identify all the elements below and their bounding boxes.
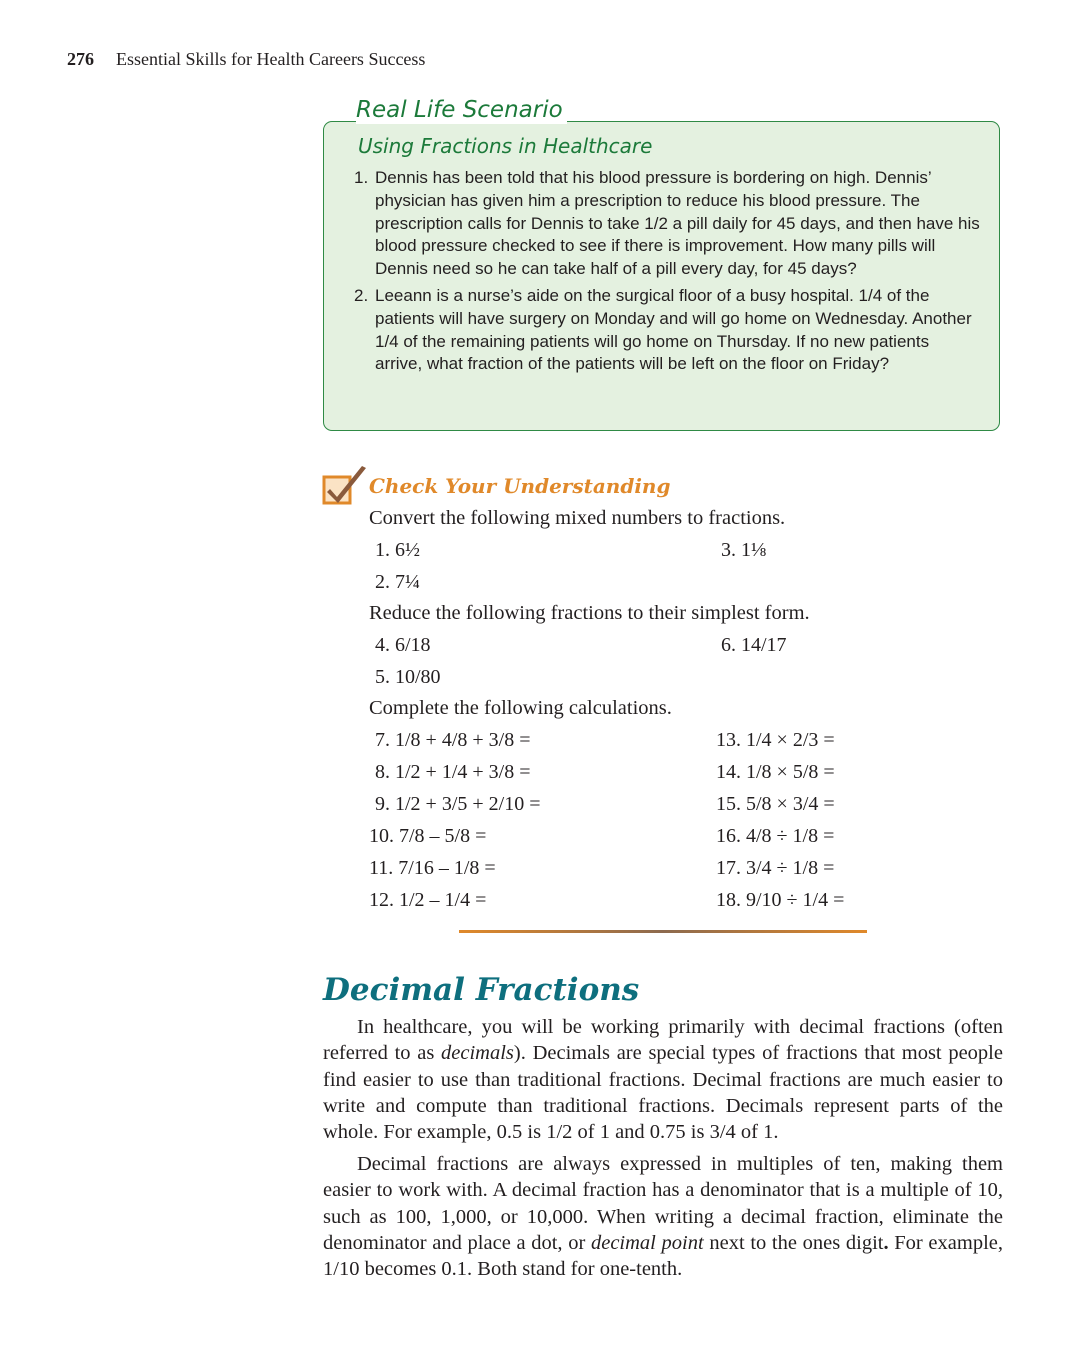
scenario-subheading: Using Fractions in Healthcare bbox=[358, 134, 653, 158]
question-18: 18. 9/10 ÷ 1/4 = bbox=[716, 889, 845, 911]
instruction-mixed-numbers: Convert the following mixed numbers to fractions. bbox=[369, 507, 786, 529]
paragraph-1-part-b: ). Decimals are special types of fractions that most people find easier to use than traditional fractions. Decimal fractions are much easier to write and compute than traditional fractions. Decimals represent parts of the whole. For example, 0.5 is 1/2 of 1 and 0.75 is 3/4 of 1. bbox=[323, 1042, 1003, 1144]
term-decimals: decimals bbox=[441, 1042, 514, 1065]
scenario-list bbox=[354, 167, 980, 380]
question-12: 12. 1/2 – 1/4 = bbox=[369, 889, 487, 911]
scenario-item bbox=[354, 167, 980, 281]
paragraph-2 bbox=[323, 1151, 1003, 1282]
question-7: 7. 1/8 + 4/8 + 3/8 = bbox=[375, 729, 531, 751]
running-head bbox=[67, 49, 425, 70]
instruction-reduce: Reduce the following fractions to their simplest form. bbox=[369, 602, 810, 624]
checkbox-checkmark-icon bbox=[322, 463, 370, 507]
question-13: 13. 1/4 × 2/3 = bbox=[716, 729, 835, 751]
question-14: 14. 1/8 × 5/8 = bbox=[716, 761, 835, 783]
question-2: 2. 7¼ bbox=[375, 571, 420, 593]
section-divider bbox=[459, 930, 867, 933]
paragraph-2-part-b: next to the ones digit bbox=[703, 1231, 884, 1254]
question-11: 11. 7/16 – 1/8 = bbox=[369, 857, 496, 879]
paragraph-2-part-c: For example, 1/10 becomes 0.1. Both stand for one-tenth. bbox=[323, 1231, 1003, 1281]
scenario-item-number: 1. bbox=[354, 168, 369, 187]
page-number: 276 bbox=[67, 49, 94, 69]
question-10: 10. 7/8 – 5/8 = bbox=[369, 825, 487, 847]
question-8: 8. 1/2 + 1/4 + 3/8 = bbox=[375, 761, 531, 783]
question-15: 15. 5/8 × 3/4 = bbox=[716, 793, 835, 815]
question-4: 4. 6/18 bbox=[375, 634, 431, 656]
scenario-heading: Real Life Scenario bbox=[356, 96, 567, 124]
paragraph-2-part-a: Decimal fractions are always expressed in multiples of ten, making them easier to work with. A decimal fraction has a denominator that is a multiple of 10, such as 100, 1,000, or 10,000. When writing a decimal fraction, eliminate the denominator and place a dot, or bbox=[323, 1153, 1003, 1254]
check-title: Check Your Understanding bbox=[369, 474, 671, 498]
term-decimal-point: decimal point bbox=[590, 1231, 704, 1254]
scenario-item bbox=[354, 285, 980, 376]
instruction-calculations: Complete the following calculations. bbox=[369, 697, 672, 719]
question-5: 5. 10/80 bbox=[375, 666, 441, 688]
question-3: 3. 1⅛ bbox=[721, 539, 766, 561]
paragraph-1 bbox=[323, 1014, 1003, 1145]
question-16: 16. 4/8 ÷ 1/8 = bbox=[716, 825, 835, 847]
question-9: 9. 1/2 + 3/5 + 2/10 = bbox=[375, 793, 541, 815]
scenario-item-text: Dennis has been told that his blood pressure is bordering on high. Dennis’ physician has given him a prescription to reduce his blood pressure. The prescription calls for Dennis to take 1/2 a pill daily for 45 days, and then have his blood pressure checked to see if there is improvement. How many pills will Dennis need so he can take half of a pill every day, for 45 days? bbox=[375, 168, 980, 279]
question-6: 6. 14/17 bbox=[721, 634, 787, 656]
question-1: 1. 6½ bbox=[375, 539, 420, 561]
paragraph-2-period: . bbox=[883, 1231, 889, 1254]
scenario-item-text: Leeann is a nurse’s aide on the surgical floor of a busy hospital. 1/4 of the patients will have surgery on Monday and will go home on Wednesday. Another 1/4 of the remaining patients will go home on Thursday. If no new patients arrive, what fraction of the patients will be left on the floor on Friday? bbox=[375, 285, 972, 374]
scenario-item-number: 2. bbox=[354, 285, 369, 305]
question-17: 17. 3/4 ÷ 1/8 = bbox=[716, 857, 835, 879]
paragraph-1-part-a: In healthcare, you will be working primarily with decimal fractions (often referred to as bbox=[323, 1016, 1003, 1065]
running-title: Essential Skills for Health Careers Success bbox=[116, 49, 426, 69]
section-title: Decimal Fractions bbox=[323, 972, 640, 1008]
